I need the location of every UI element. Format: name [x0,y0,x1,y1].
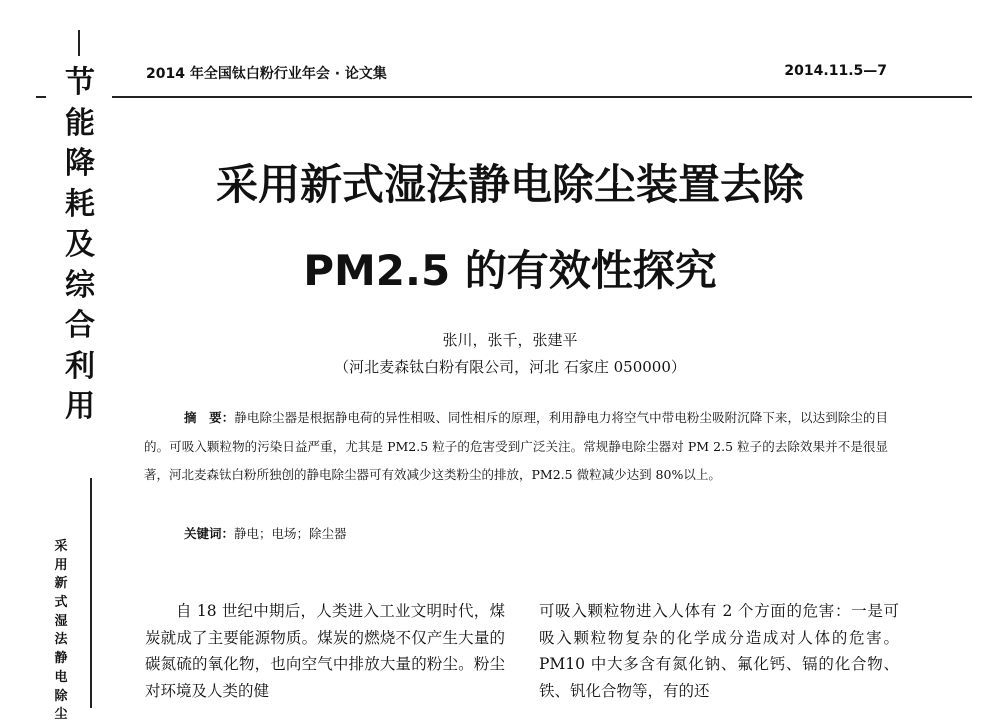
affiliation: （河北麦森钛白粉有限公司，河北 石家庄 050000） [334,358,686,376]
authors: 张川，张千，张建平 [442,331,578,349]
sidebar-sub-char: 除 [54,688,68,704]
sidebar-sub-char: 新 [54,576,68,592]
keywords [184,524,347,544]
sidebar-title-char: 利 [65,348,95,384]
sidebar-sub-char: 尘 [54,707,68,723]
sidebar-sub-char: 静 [54,651,68,667]
body-column-right: 可吸入颗粒物进入人体有 2 个方面的危害：一是可吸入颗粒物复杂的化学成分造成对人体的危害。PM10 中大多含有氮化钠、氟化钙、镉的化合物、铁、钒化合物等，有的还 [539,602,899,700]
body-column-left: 自 18 世纪中期后，人类进入工业文明时代，煤炭就成了主要能源物质。煤炭的燃烧不仅产生大量的碳氮硫的氧化物，也向空气中排放大量的粉尘。粉尘对环境及人类的健 [145,602,505,700]
sidebar-sub-char: 电 [54,669,68,685]
sidebar-title-char: 合 [65,308,95,343]
sidebar-article-title [53,540,69,727]
sidebar-sub-char: 法 [54,632,68,648]
sidebar-bottom-rule [90,478,92,708]
sidebar-title-char: 降 [65,146,95,181]
keywords-label: 关键词： [184,526,235,541]
abstract-label: 摘 要： [184,410,235,425]
paper-title-line-1: 采用新式湿法静电除尘装置去除 [215,160,804,209]
keywords-text: 静电；电场；除尘器 [234,526,347,541]
running-header-proceedings: 2014 年全国钛白粉行业年会 · 论文集 [146,66,387,82]
sidebar-title-char: 节 [65,65,95,100]
sidebar-title-char: 用 [65,389,95,424]
paper-title [130,142,890,314]
abstract-text: 静电除尘器是根据静电荷的异性相吸、同性相斥的原理，利用静电力将空气中带电粉尘吸附沉降下来，以达到除尘的目的。可吸入颗粒物的污染日益严重，尤其是 PM2.5 粒子的危害受到广泛关注。常规静电除尘器对 PM 2.5 粒子的去除效果并不是很显著，河北麦森钛白粉所独创的静电除尘器可有效减少这类粉尘的排放，PM2.5 微粒减少达到 80%以上。 [144,410,888,482]
sidebar-sub-char: 湿 [54,613,68,629]
sidebar-sub-char: 采 [54,539,68,554]
abstract [144,404,888,490]
header-rule [112,96,972,98]
sidebar-sub-char: 用 [54,557,68,573]
sidebar-dash [36,96,46,98]
sidebar-title-char: 能 [65,105,95,141]
sidebar-sub-char: 式 [54,595,68,611]
running-header-date: 2014.11.5—7 [784,63,887,79]
paper-title-line-2: PM2.5 的有效性探究 [303,246,717,295]
sidebar-top-rule [78,30,80,56]
sidebar-title-char: 耗 [65,186,95,222]
sidebar-title-char: 及 [65,227,95,262]
sidebar-section-title [54,65,106,433]
sidebar-title-char: 综 [65,267,95,303]
